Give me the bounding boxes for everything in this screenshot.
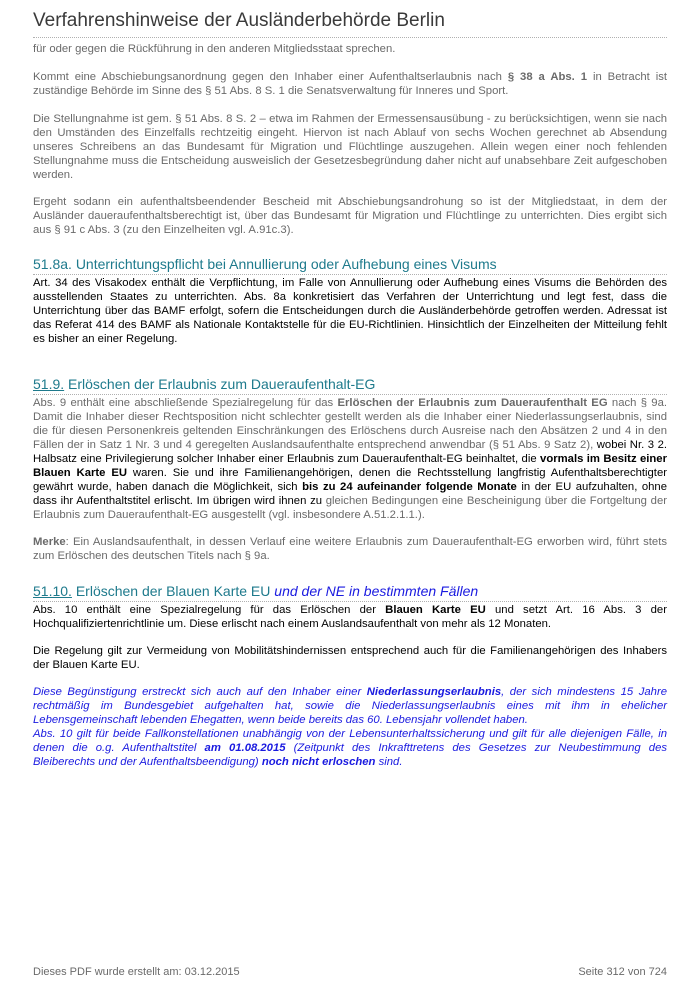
section-title: Erlöschen der Erlaubnis zum Daueraufenthalt-EG: [64, 376, 376, 392]
section-51-10: [33, 583, 667, 769]
section-51-8a: [33, 256, 667, 346]
text-run-bold: Blauen Karte EU: [385, 604, 486, 616]
text-run: Abs. 10 enthält eine Spezialregelung für das Erlöschen der: [33, 604, 386, 616]
section-divider: [33, 394, 667, 395]
text-run-bold: bis zu 24 aufeinander folgende Monate: [302, 481, 517, 493]
text-run: , der sich mindestens 15 Jahre rechtmäßig im Bundesgebiet aufgehalten hat, sowie die Niederlassungserlaubnis eines mit ihm in ehelicher Lebensgemeinschaft lebenden Ehegatten, wenn beide bereits das 60. Lebensjahr vollendet haben.: [33, 686, 667, 726]
text-run: (Zeitpunkt des Inkrafttretens des Gesetzes zur Neubestimmung des Bleiberechts und der Aufenthaltsbeendigung): [33, 742, 668, 768]
paragraph: Ergeht sodann ein aufenthaltsbeendender Bescheid mit Abschiebungsandrohung so ist der Mitgliedstaat, in dem der Ausländer daueraufenthaltsberechtigt ist, über das Bundesamt für Migration und Flüchtlinge zu unterrichten. Dies ergibt sich aus § 91 c Abs. 3 (zu den Einzelheiten vgl. A.91c.3).: [33, 196, 667, 236]
section-title-addition: und der NE in bestimmten Fällen: [270, 583, 479, 599]
section-number-link[interactable]: 51.9.: [33, 376, 65, 392]
section-divider: [33, 601, 667, 602]
paragraph-amendment: [33, 727, 667, 769]
text-run-bold: vormals im Besitz einer Blauen Karte EU: [33, 453, 667, 479]
header-divider: [33, 37, 667, 38]
paragraph: [33, 603, 667, 631]
text-run: in der EU aufzuhalten, ohne dass ihr Aufenthaltstitel erlischt. Im übrigen wird ihnen zu: [33, 481, 667, 507]
text-run: Diese Begünstigung erstreckt sich auch auf den Inhaber einer: [33, 686, 367, 698]
paragraph: [33, 70, 667, 98]
merke-label: Merke: [33, 536, 66, 548]
paragraph-amendment: [33, 685, 667, 727]
paragraph: [33, 396, 667, 522]
paragraph: Die Stellungnahme ist gem. § 51 Abs. 8 S. 2 – etwa im Rahmen der Ermessensausübung - zu berücksichtigen, wenn sie nach den Umständen des Einzelfalls rechtzeitig eingeht. Hiervon ist nach Ablauf von sechs Wochen gerechnet ab Absendung unseres Schreibens an das Bundesamt für Migration und Flüchtlinge auszugehen. Allein wegen einer noch fehlenden Stellungnahme muss die Entscheidung ausweislich der Gesetzesbegründung daher nicht auf unabsehbare Zeit aufgeschoben werden.: [33, 113, 667, 181]
section-51-9: [33, 376, 667, 563]
text-run: Abs. 9 enthält eine abschließende Spezialregelung für das: [33, 397, 338, 409]
footer-page-number: Seite 312 von 724: [578, 966, 667, 978]
section-title: Erlöschen der Blauen Karte EU: [71, 583, 271, 599]
section-heading: [33, 583, 667, 599]
text-run: wobei Nr. 3 2. Halbsatz eine Privilegierung solcher Inhaber einer Erlaubnis zum Daueraufenthalt-EG beinhaltet, die: [33, 439, 667, 465]
text-run-bold: Niederlassungserlaubnis: [366, 686, 502, 698]
text-run: Abs. 10 gilt für beide Fallkonstellationen unabhängig von der Lebensunterhaltssicherung und gilt für alle diejenigen Fälle, in denen die o.g. Aufenthaltstitel: [33, 728, 667, 754]
text-run: waren. Sie und ihre Familienangehörigen, denen die Rechtsstellung langfristig Aufenthaltsberechtigter gewährt wurde, haben danach die Möglichkeit, sich: [33, 467, 667, 493]
text-run-bold: Erlöschen der Erlaubnis zum Daueraufenthalt EG: [337, 397, 608, 409]
paragraph: für oder gegen die Rückführung in den anderen Mitgliedsstaat sprechen.: [33, 43, 396, 55]
section-divider: [33, 274, 667, 275]
paragraph: Die Regelung gilt zur Vermeidung von Mobilitätshindernissen entsprechend auch für die Familienangehörigen des Inhabers der Blauen Karte EU.: [33, 645, 667, 671]
section-number-link[interactable]: 51.10.: [33, 583, 72, 599]
page-title: Verfahrenshinweise der Ausländerbehörde Berlin: [33, 10, 445, 31]
text-run: sind.: [375, 756, 403, 768]
text-run-bold: noch nicht erloschen: [261, 756, 376, 768]
text-run: in Betracht ist zuständige Behörde im Sinne des § 51 Abs. 8 S. 1 die Senatsverwaltung für Inneres und Sport.: [33, 71, 667, 97]
paragraph: [33, 535, 667, 563]
section-heading: 51.8a. Unterrichtungspflicht bei Annullierung oder Aufhebung eines Visums: [33, 256, 497, 272]
section-heading: [33, 376, 667, 392]
document-body: [33, 42, 667, 769]
text-run: : Ein Auslandsaufenthalt, in dessen Verlauf eine weitere Erlaubnis zum Daueraufenthalt-EG erworben wird, führt stets zum Erlöschen des deutschen Titels nach § 9a.: [33, 536, 667, 562]
text-run: und setzt Art. 16 Abs. 3 der Hochqualifiziertenrichtlinie um. Diese erlischt nach einem Auslandsaufenthalt von mehr als 12 Monaten.: [33, 604, 667, 630]
paragraph: Art. 34 des Visakodex enthält die Verpflichtung, im Falle von Annullierung oder Aufhebung eines Visums die Behörden des ausstellenden Staates zu unterrichten. Abs. 8a konkretisiert das Verfahren der Unterrichtung und legt fest, dass die Unterrichtung über das BAMF erfolgt, sofern die Entscheidungen durch die Ausländerbehörde getroffen werden. Adressat ist das Referat 414 des BAMF als Nationale Kontaktstelle für die EU-Richtlinien. Hinsichtlich der Einzelheiten der Mitteilung fehlt es bisher an einer Regelung.: [33, 277, 667, 345]
text-run: gleichen Bedingungen eine Bescheinigung über die Fortgeltung der Erlaubnis zum Daueraufenthalt-EG ausgestellt (vgl. insbesondere A.51.2.1.1.).: [33, 495, 667, 521]
text-run-bold: am 01.08.2015: [204, 742, 286, 754]
footer-created-date: Dieses PDF wurde erstellt am: 03.12.2015: [33, 966, 240, 978]
text-run: Kommt eine Abschiebungsanordnung gegen den Inhaber einer Aufenthaltserlaubnis nach: [33, 71, 508, 83]
text-run-bold: § 38 a Abs. 1: [507, 71, 588, 83]
text-run: nach § 9a. Damit die Inhaber dieser Rechtsposition nicht schlechter gestellt werden als die Inhaber einer Niederlassungserlaubnis, sind die für diesen Personenkreis geltenden Einschränkungen des Erlöschens durch Ausreise nach den Absätzen 2 und 4 in den Fällen der in Satz 1 Nr. 3 und 4 geregelten Auslandsaufenthalte entsprechend anwendbar (§ 51 Abs. 9 Satz 2),: [33, 397, 668, 451]
